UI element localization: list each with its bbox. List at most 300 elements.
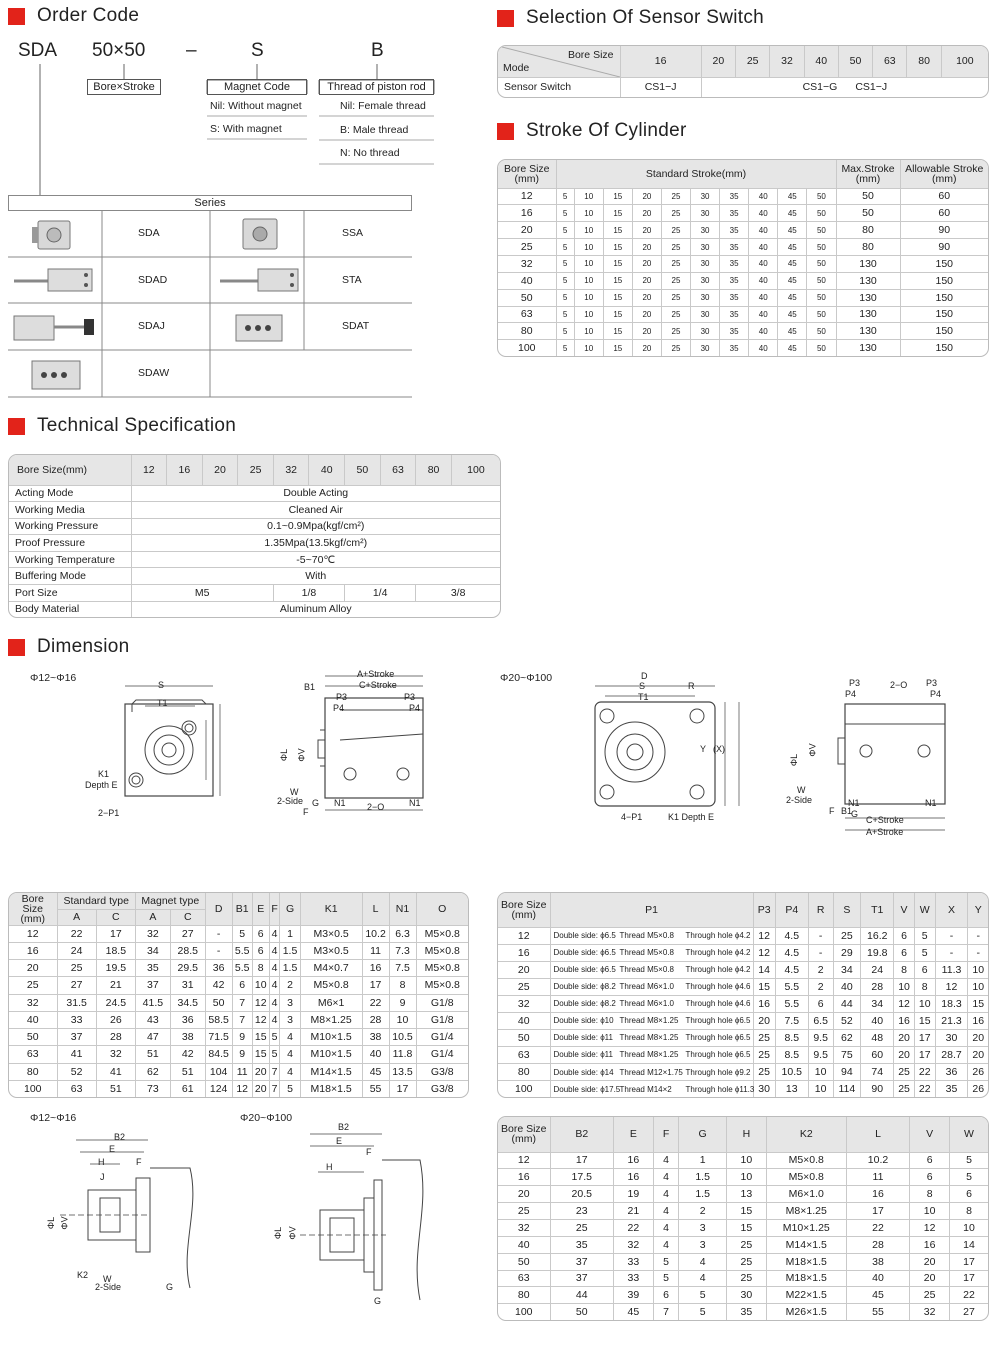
- table-cell: 25: [894, 1064, 915, 1081]
- table-cell: 13: [726, 1186, 766, 1203]
- series-code: SDA: [18, 40, 58, 61]
- spec-label: Buffering Mode: [9, 568, 131, 585]
- table-cell: M18×1.5: [766, 1253, 846, 1270]
- table-cell: 4.5: [775, 927, 808, 944]
- table-cell: -: [935, 944, 968, 961]
- col-header: Magnet type: [135, 893, 205, 909]
- col-header: W: [914, 893, 935, 927]
- table-cell: 32: [9, 994, 57, 1011]
- table-cell: 60: [900, 188, 988, 205]
- table-cell: 15: [603, 306, 632, 323]
- table-row: [498, 323, 988, 340]
- table-cell: 130: [836, 255, 900, 272]
- table-cell: 36: [205, 960, 232, 977]
- p1-cell: [550, 927, 753, 944]
- table-cell: 37: [550, 1270, 613, 1287]
- table-row: [498, 961, 988, 978]
- table-cell: 22: [613, 1219, 653, 1236]
- dim-label: 4−P1: [621, 812, 643, 822]
- table-cell: 22: [846, 1219, 909, 1236]
- table-cell: M6×1: [300, 994, 362, 1011]
- table-cell: 25: [661, 323, 690, 340]
- table-cell: 4: [280, 1046, 300, 1063]
- bore-header: 50: [345, 455, 381, 485]
- table-cell: 6: [808, 995, 833, 1012]
- sensor-heading: Selection Of Sensor Switch: [497, 7, 764, 29]
- p1-th: Thread M6×1.0: [619, 982, 674, 992]
- table-cell: 5: [269, 1029, 280, 1046]
- table-cell: M18×1.5: [300, 1080, 362, 1097]
- table-cell: 17: [914, 1029, 935, 1046]
- table-cell: 40: [749, 239, 778, 256]
- table-cell: 8: [950, 1203, 988, 1220]
- table-cell: 40: [749, 289, 778, 306]
- dim-label: T1: [157, 698, 168, 708]
- table-cell: 150: [900, 306, 988, 323]
- table-cell: 5: [653, 1253, 679, 1270]
- table-cell: 16: [498, 1169, 550, 1186]
- table-cell: 26: [96, 1011, 135, 1028]
- table-row: [498, 1287, 988, 1304]
- bore-header: 32: [273, 455, 309, 485]
- table-cell: 30: [691, 239, 720, 256]
- cylinder-sdaj-icon: [14, 316, 94, 340]
- table-cell: 6: [950, 1186, 988, 1203]
- table-cell: 50: [807, 306, 836, 323]
- dimension-table-left: [8, 892, 469, 1098]
- table-row: [498, 927, 988, 944]
- bore-header: 63: [380, 455, 416, 485]
- table-cell: 5: [556, 340, 574, 356]
- table-cell: 58.5: [205, 1011, 232, 1028]
- table-cell: 7.3: [389, 942, 416, 959]
- side-view-small-diagram: [280, 670, 450, 820]
- col-header: Bore Size (mm): [9, 893, 57, 925]
- bore-header: 40: [309, 455, 345, 485]
- table-cell: 30: [691, 306, 720, 323]
- table-row: [498, 1203, 988, 1220]
- stroke-max-header: Max.Stroke (mm): [836, 160, 900, 188]
- bore-header: 16: [620, 46, 701, 77]
- bore-header: 16: [167, 455, 203, 485]
- p1-ds: Double side: ϕ8.2: [553, 982, 616, 992]
- spec-value: With: [131, 568, 500, 585]
- table-cell: 35: [720, 239, 749, 256]
- dim-label: N1: [334, 798, 346, 808]
- p1-th: Thread M6×1.0: [619, 999, 674, 1009]
- table-cell: 100: [498, 1081, 550, 1097]
- table-cell: 35: [720, 205, 749, 222]
- table-cell: 12: [910, 1219, 950, 1236]
- table-cell: 15: [914, 1012, 935, 1029]
- table-cell: 50: [807, 188, 836, 205]
- table-cell: 19.8: [861, 944, 894, 961]
- table-cell: -: [935, 927, 968, 944]
- table-cell: 5: [269, 1046, 280, 1063]
- table-cell: 55: [846, 1304, 909, 1320]
- table-cell: -: [205, 925, 232, 942]
- table-cell: 51: [170, 1063, 205, 1080]
- table-cell: 30: [691, 255, 720, 272]
- table-cell: 25: [9, 977, 57, 994]
- table-cell: 25: [498, 1203, 550, 1220]
- dim-label: ΦV: [807, 743, 818, 757]
- bore-header: 80: [907, 46, 941, 77]
- dim-label: ΦV: [287, 1226, 298, 1240]
- table-cell: 150: [900, 255, 988, 272]
- dimension-heading: Dimension: [8, 636, 129, 658]
- table-cell: 12: [753, 927, 775, 944]
- table-cell: G1/4: [416, 1029, 468, 1046]
- table-cell: 130: [836, 340, 900, 356]
- table-cell: 15: [603, 239, 632, 256]
- table-cell: 5.5: [232, 942, 252, 959]
- col-header: L: [846, 1117, 909, 1152]
- table-cell: 7: [232, 1011, 252, 1028]
- table-cell: 4: [679, 1253, 727, 1270]
- dim-label: Depth E: [85, 780, 118, 790]
- table-cell: M10×1.5: [300, 1029, 362, 1046]
- table-cell: 7: [653, 1304, 679, 1320]
- table-cell: 45: [778, 340, 807, 356]
- table-cell: 29: [833, 944, 861, 961]
- table-cell: 34.5: [170, 994, 205, 1011]
- table-cell: M6×1.0: [766, 1186, 846, 1203]
- table-cell: 20: [632, 306, 661, 323]
- table-cell: M5×0.8: [416, 960, 468, 977]
- col-header: Y: [968, 893, 988, 927]
- port-value: 1/8: [273, 584, 344, 601]
- magnet-code: S: [251, 40, 264, 61]
- table-cell: 150: [900, 289, 988, 306]
- table-cell: 15: [603, 255, 632, 272]
- dash: –: [186, 40, 197, 61]
- table-cell: M26×1.5: [766, 1304, 846, 1320]
- port-value: M5: [131, 584, 273, 601]
- table-cell: 15: [603, 323, 632, 340]
- table-cell: 13: [775, 1081, 808, 1097]
- table-cell: 32: [96, 1046, 135, 1063]
- table-cell: 40: [749, 306, 778, 323]
- diagram4-title: Φ20~Φ100: [240, 1112, 293, 1124]
- port-value: 3/8: [416, 584, 500, 601]
- p1-cell: [550, 1029, 753, 1046]
- bore-header: 63: [873, 46, 907, 77]
- p1-th: Thread M5×0.8: [619, 948, 674, 958]
- table-cell: 5: [679, 1304, 727, 1320]
- table-cell: 40: [498, 1236, 550, 1253]
- table-cell: 11.3: [935, 961, 968, 978]
- table-cell: 32: [498, 255, 556, 272]
- dim-label: J: [100, 1172, 105, 1182]
- spec-label: Working Temperature: [9, 551, 131, 568]
- p1-ds: Double side: ϕ6.5: [553, 931, 616, 941]
- dim-label: G: [312, 798, 320, 808]
- table-row: [498, 306, 988, 323]
- table-cell: 37: [135, 977, 170, 994]
- col-header: B2: [550, 1117, 613, 1152]
- table-cell: 15: [753, 978, 775, 995]
- dim-label: G: [374, 1296, 382, 1306]
- table-cell: 10: [574, 205, 603, 222]
- table-cell: 15: [603, 188, 632, 205]
- table-cell: 24.5: [96, 994, 135, 1011]
- table-cell: 6.3: [389, 925, 416, 942]
- table-cell: 60: [900, 205, 988, 222]
- table-cell: 16: [498, 944, 550, 961]
- table-row: [9, 994, 468, 1011]
- table-cell: 45: [778, 272, 807, 289]
- table-row: [9, 925, 468, 942]
- col-header: R: [808, 893, 833, 927]
- table-cell: 15: [603, 222, 632, 239]
- table-cell: 32: [910, 1304, 950, 1320]
- table-cell: 35: [720, 188, 749, 205]
- dim-label: H: [98, 1157, 105, 1167]
- table-cell: 48: [861, 1029, 894, 1046]
- table-cell: 50: [550, 1304, 613, 1320]
- table-cell: 9.5: [808, 1046, 833, 1063]
- table-cell: 42: [205, 977, 232, 994]
- sub-header: A: [135, 909, 170, 925]
- table-cell: 4.5: [775, 944, 808, 961]
- table-cell: 17: [550, 1152, 613, 1169]
- p1-th: Thread M5×0.8: [619, 931, 674, 941]
- dim-label: N1: [409, 798, 421, 808]
- table-row: [9, 1029, 468, 1046]
- table-cell: 25: [661, 188, 690, 205]
- table-cell: 7.5: [389, 960, 416, 977]
- table-row: [498, 1064, 988, 1081]
- table-cell: M22×1.5: [766, 1287, 846, 1304]
- sensor-value: CS1−J: [855, 81, 888, 94]
- table-cell: 51: [135, 1046, 170, 1063]
- table-cell: 25: [661, 306, 690, 323]
- table-cell: 20.5: [550, 1186, 613, 1203]
- table-cell: 30: [691, 323, 720, 340]
- dim-label: ΦL: [279, 748, 290, 762]
- spec-value: 1.35Mpa(13.5kgf/cm²): [131, 535, 500, 552]
- table-cell: 4: [269, 977, 280, 994]
- table-cell: M14×1.5: [300, 1063, 362, 1080]
- col-header: W: [950, 1117, 988, 1152]
- table-cell: 10.2: [846, 1152, 909, 1169]
- sub-header: A: [57, 909, 96, 925]
- stroke-std-header: Standard Stroke(mm): [556, 160, 836, 188]
- bore-header: 100: [451, 455, 500, 485]
- table-cell: 16: [968, 1012, 988, 1029]
- table-cell: 5: [914, 944, 935, 961]
- magnet-nil: Nil: Without magnet: [210, 100, 302, 112]
- p1-th: Thread M8×1.25: [619, 1033, 679, 1043]
- bore-header: 25: [238, 455, 274, 485]
- table-row: [498, 1081, 988, 1097]
- table-cell: 17: [846, 1203, 909, 1220]
- table-cell: 10: [726, 1169, 766, 1186]
- bore-header: 32: [770, 46, 804, 77]
- table-cell: 6: [910, 1152, 950, 1169]
- table-cell: 1.5: [679, 1186, 727, 1203]
- table-cell: 25: [550, 1219, 613, 1236]
- table-cell: 2: [808, 961, 833, 978]
- table-cell: 100: [9, 1080, 57, 1097]
- table-cell: 4: [269, 925, 280, 942]
- table-cell: 45: [778, 222, 807, 239]
- table-cell: 12: [498, 188, 556, 205]
- table-cell: G1/4: [416, 1046, 468, 1063]
- table-cell: 15: [726, 1203, 766, 1220]
- table-cell: 15: [603, 340, 632, 356]
- table-cell: 10.5: [389, 1029, 416, 1046]
- table-cell: 30: [691, 272, 720, 289]
- table-cell: -: [968, 927, 988, 944]
- table-cell: 8.5: [775, 1046, 808, 1063]
- dim-label: Y: [700, 744, 707, 754]
- table-cell: 20: [498, 961, 550, 978]
- table-cell: 5.5: [232, 960, 252, 977]
- table-cell: 28.5: [170, 942, 205, 959]
- table-row: [9, 977, 468, 994]
- thread-nil: Nil: Female thread: [340, 100, 426, 112]
- dim-label: E: [109, 1144, 116, 1154]
- table-cell: 2: [280, 977, 300, 994]
- table-cell: 9: [232, 1029, 252, 1046]
- table-cell: 74: [861, 1064, 894, 1081]
- table-cell: 25: [661, 340, 690, 356]
- table-row: [498, 239, 988, 256]
- p1-cell: [550, 944, 753, 961]
- dim-label: A+Stroke: [866, 827, 904, 837]
- table-cell: 45: [778, 306, 807, 323]
- table-cell: 35: [720, 255, 749, 272]
- table-cell: 20: [968, 1029, 988, 1046]
- spec-label: Working Pressure: [9, 518, 131, 535]
- table-cell: 12: [935, 978, 968, 995]
- table-cell: 20: [753, 1012, 775, 1029]
- table-cell: 20: [894, 1046, 915, 1063]
- table-cell: 40: [749, 272, 778, 289]
- table-row: [498, 1253, 988, 1270]
- dim-label: ΦL: [273, 1226, 284, 1240]
- table-cell: 30: [691, 289, 720, 306]
- col-header: Bore Size (mm): [498, 1117, 550, 1152]
- table-cell: 4: [653, 1219, 679, 1236]
- stroke-allow-header: Allowable Stroke (mm): [900, 160, 988, 188]
- table-cell: 150: [900, 323, 988, 340]
- col-header: B1: [232, 893, 252, 925]
- table-cell: 45: [362, 1063, 389, 1080]
- table-cell: 40: [861, 1012, 894, 1029]
- p1-th: Thread M12×1.75: [619, 1067, 683, 1077]
- table-cell: 80: [836, 222, 900, 239]
- dim-label: N1: [848, 798, 860, 808]
- dim-label: 2−P1: [98, 808, 120, 818]
- table-cell: 20: [498, 222, 556, 239]
- table-cell: 37: [57, 1029, 96, 1046]
- dim-label: 2-Side: [786, 795, 813, 805]
- table-cell: 25: [910, 1287, 950, 1304]
- p1-ds: Double side: ϕ6.5: [553, 965, 616, 975]
- p1-tr: Through hole ϕ4.2: [685, 931, 751, 941]
- table-cell: 61: [170, 1080, 205, 1097]
- dim-label: P4: [333, 703, 345, 713]
- col-header: N1: [389, 893, 416, 925]
- p1-ds: Double side: ϕ11: [553, 1050, 613, 1060]
- red-square-icon: [497, 123, 514, 140]
- table-cell: 20: [252, 1080, 269, 1097]
- table-cell: 4: [269, 960, 280, 977]
- thread-code: B: [371, 40, 384, 61]
- table-cell: 50: [807, 289, 836, 306]
- dim-label: G: [166, 1282, 174, 1292]
- table-cell: 40: [749, 188, 778, 205]
- table-cell: -: [205, 942, 232, 959]
- table-cell: 44: [550, 1287, 613, 1304]
- table-cell: 20: [9, 960, 57, 977]
- table-cell: 17: [389, 1080, 416, 1097]
- tech-bore-header: Bore Size(mm): [9, 455, 131, 485]
- table-cell: G1/8: [416, 1011, 468, 1028]
- table-cell: 4: [269, 1011, 280, 1028]
- col-header: E: [252, 893, 269, 925]
- table-row: [9, 960, 468, 977]
- table-cell: M10×1.25: [766, 1219, 846, 1236]
- table-cell: 8: [894, 961, 915, 978]
- table-cell: 4: [653, 1169, 679, 1186]
- col-header: S: [833, 893, 861, 927]
- table-cell: 31: [170, 977, 205, 994]
- stroke-heading: Stroke Of Cylinder: [497, 120, 687, 142]
- series-sdat: SDAT: [342, 320, 370, 332]
- dim-label: ΦL: [46, 1216, 57, 1230]
- size-code: 50×50: [92, 40, 146, 61]
- dim-label: S: [639, 681, 646, 691]
- spec-label: Body Material: [9, 601, 131, 617]
- table-cell: 4: [679, 1270, 727, 1287]
- diagram2-title: Φ20~Φ100: [500, 672, 553, 684]
- dim-label: ΦV: [296, 748, 307, 762]
- table-cell: 5: [556, 272, 574, 289]
- table-cell: 50: [9, 1029, 57, 1046]
- table-cell: 45: [778, 239, 807, 256]
- table-cell: 40: [498, 1012, 550, 1029]
- table-cell: 35: [726, 1304, 766, 1320]
- table-cell: 35: [720, 289, 749, 306]
- table-cell: 5: [679, 1287, 727, 1304]
- cylinder-sdaw-icon: [32, 361, 80, 389]
- table-cell: 17: [362, 977, 389, 994]
- table-cell: 6: [894, 927, 915, 944]
- dim-label: P4: [409, 703, 421, 713]
- table-cell: 20: [632, 255, 661, 272]
- table-cell: 40: [498, 272, 556, 289]
- dim-label: B1: [304, 682, 316, 692]
- table-cell: M3×0.5: [300, 942, 362, 959]
- table-cell: 35: [720, 323, 749, 340]
- table-cell: 15: [603, 205, 632, 222]
- table-row: [9, 1011, 468, 1028]
- red-square-icon: [8, 418, 25, 435]
- table-cell: 3: [679, 1219, 727, 1236]
- table-cell: 63: [498, 1046, 550, 1063]
- bore-header: 20: [701, 46, 735, 77]
- table-cell: 10: [968, 978, 988, 995]
- col-header: G: [679, 1117, 727, 1152]
- table-row: [498, 1219, 988, 1236]
- series-sta: STA: [342, 274, 362, 286]
- table-cell: 45: [846, 1287, 909, 1304]
- table-cell: 71.5: [205, 1029, 232, 1046]
